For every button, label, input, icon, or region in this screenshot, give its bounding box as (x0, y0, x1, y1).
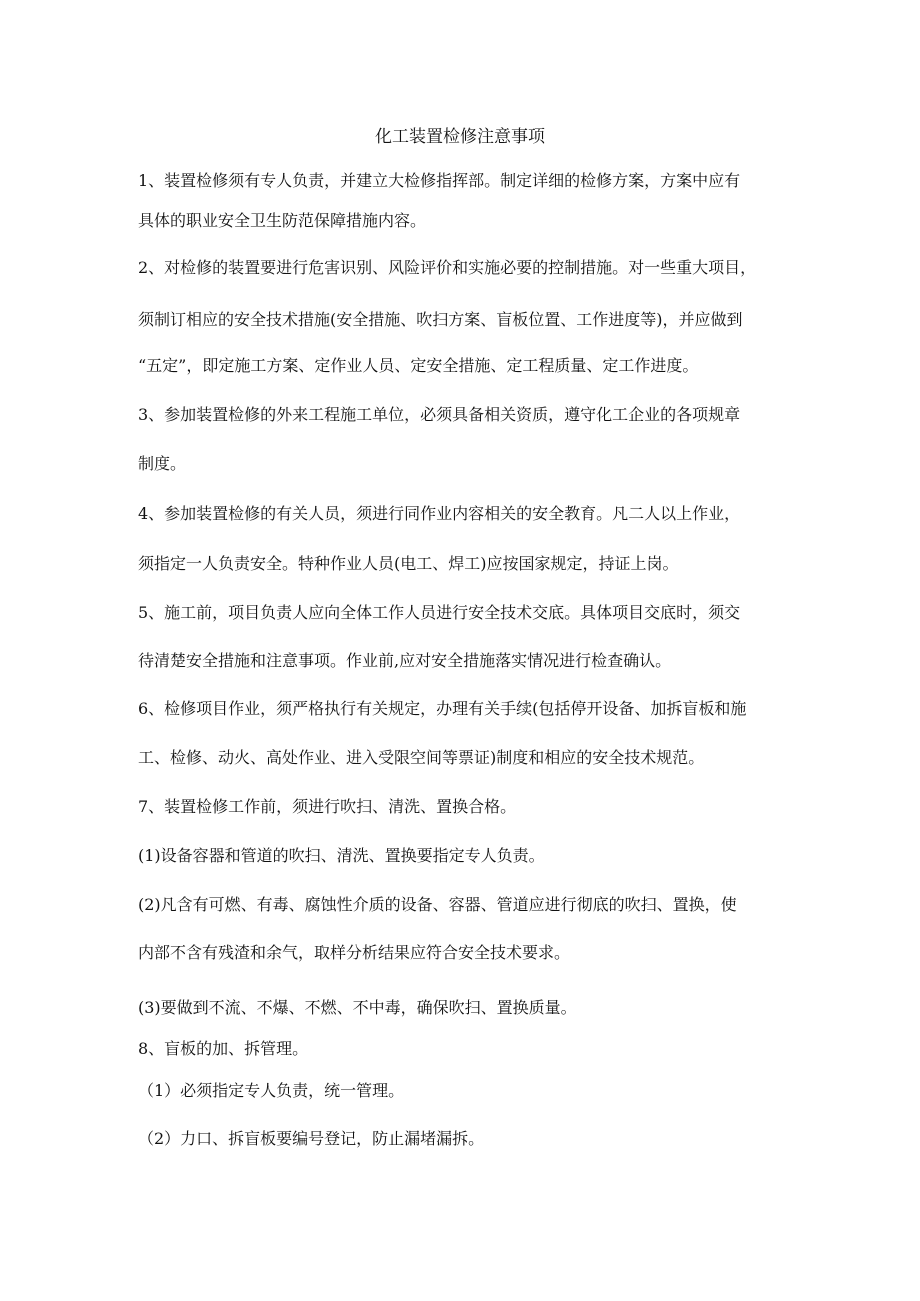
text-line: (1)设备容器和管道的吹扫、清洗、置换要指定专人负责。 (138, 846, 545, 865)
text-line: 须制订相应的安全技术措施(安全措施、吹扫方案、盲板位置、工作进度等)，并应做到 (138, 310, 743, 329)
text-line: 7、装置检修工作前，须进行吹扫、清洗、置换合格。 (138, 797, 517, 816)
text-line: 1、装置检修须有专人负责，并建立大检修指挥部。制定详细的检修方案，方案中应有 (138, 171, 741, 190)
text-line: 制度。 (138, 454, 187, 473)
text-line: 3、参加装置检修的外来工程施工单位，必须具备相关资质，遵守化工企业的各项规章 (138, 405, 741, 424)
text-line: 待清楚安全措施和注意事项。作业前,应对安全措施落实情况进行检查确认。 (138, 651, 672, 670)
text-line: (2)凡含有可燃、有毒、腐蚀性介质的设备、容器、管道应进行彻底的吹扫、置换，使 (138, 895, 737, 914)
text-line: 4、参加装置检修的有关人员，须进行同作业内容相关的安全教育。凡二人以上作业， (138, 504, 741, 523)
text-line: 内部不含有残渣和余气，取样分析结果应符合安全技术要求。 (138, 943, 571, 962)
document-title: 化工装置检修注意事项 (375, 127, 545, 147)
text-line: 6、检修项目作业，须严格执行有关规定，办理有关手续(包括停开设备、加拆盲板和施 (138, 699, 747, 718)
text-line: 工、检修、动火、高处作业、进入受限空间等票证)制度和相应的安全技术规范。 (138, 748, 705, 767)
text-line: 具体的职业安全卫生防范保障措施内容。 (138, 211, 427, 230)
text-line: （1）必须指定专人负责，统一管理。 (138, 1081, 405, 1100)
text-line: 5、施工前，项目负责人应向全体工作人员进行安全技术交底。具体项目交底时，须交 (138, 603, 741, 622)
text-line: 8、盲板的加、拆管理。 (138, 1039, 309, 1058)
text-line: “五定”，即定施工方案、定作业人员、定安全措施、定工程质量、定工作进度。 (138, 356, 699, 375)
text-line: 2、对检修的装置要进行危害识别、风险评价和实施必要的控制措施。对一些重大项目， (138, 258, 757, 277)
text-line: (3)要做到不流、不爆、不燃、不中毒，确保吹扫、置换质量。 (138, 998, 577, 1017)
text-line: 须指定一人负责安全。特种作业人员(电工、焊工)应按国家规定，持证上岗。 (138, 554, 679, 573)
text-line: （2）力口、拆盲板要编号登记，防止漏堵漏拆。 (138, 1129, 485, 1148)
